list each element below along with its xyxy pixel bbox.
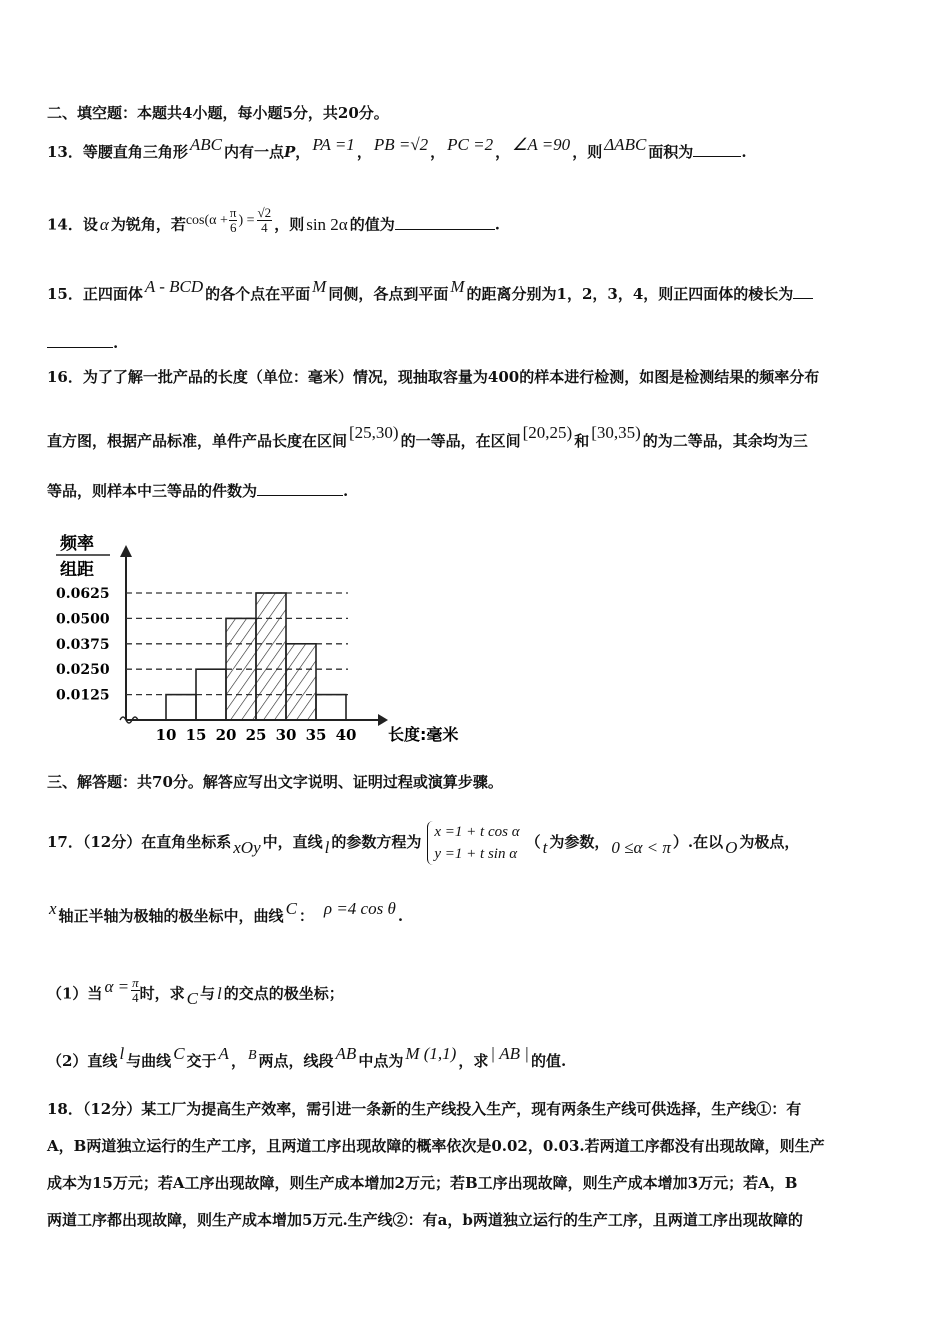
x-tick-label: 35 bbox=[305, 726, 327, 744]
math-pb: PB =√2 bbox=[373, 135, 429, 154]
q15-text: 正四面体 bbox=[82, 285, 143, 303]
histogram-bar bbox=[166, 695, 196, 720]
q15-text: 的距离分别为1，2，3，4，则正四面体的棱长为 bbox=[466, 285, 794, 303]
x-tick-label: 20 bbox=[215, 726, 237, 744]
q13-text: 内有一点 bbox=[224, 143, 285, 161]
math-interval: [25,30) bbox=[349, 423, 399, 442]
q17-text: 中，直线 bbox=[262, 833, 323, 851]
answer-blank bbox=[395, 215, 495, 230]
q14-text: 的值为 bbox=[349, 215, 395, 234]
math-segment-ab: AB bbox=[335, 1044, 357, 1063]
x-axis-label: 长度:毫米 bbox=[388, 725, 459, 744]
q16-text: 为了了解一批产品的长度（单位：毫米）情况，现抽取容量为400的样本进行检测，如图是检测结果的频率分布 bbox=[82, 368, 820, 386]
question-13 bbox=[47, 135, 747, 162]
math-tetrahedron: A - BCD bbox=[144, 277, 204, 296]
math-abc: ABC bbox=[189, 135, 222, 154]
question-number: 17． bbox=[47, 833, 83, 851]
q13-text: 等腰直角三角形 bbox=[82, 143, 188, 161]
q16-text: 和 bbox=[574, 432, 590, 450]
y-tick-label: 0.0500 bbox=[56, 611, 110, 628]
section-2-header: 二、填空题：本题共4小题，每小题5分，共20分。 bbox=[47, 104, 389, 122]
math-range: 0 ≤α < π bbox=[611, 838, 671, 857]
frequency-histogram bbox=[48, 525, 468, 747]
histogram-bar bbox=[286, 644, 316, 720]
math-line-l: l bbox=[324, 838, 330, 857]
math-curve-c: C bbox=[186, 988, 198, 1008]
q17-text: 轴正半轴为极轴的极坐标中，曲线 bbox=[58, 907, 284, 925]
q16-text: 的为二等品，其余均为三 bbox=[642, 432, 808, 450]
math-cos: cos(α + bbox=[185, 212, 228, 228]
question-15 bbox=[47, 277, 813, 304]
q17-text: ）.在以 bbox=[672, 833, 724, 851]
math-x: x bbox=[49, 899, 57, 918]
q13-text: 面积为 bbox=[648, 143, 694, 161]
q14-text: ，则 bbox=[274, 215, 305, 234]
q16-text: 直方图，根据产品标准，单件产品长度在区间 bbox=[47, 432, 348, 450]
x-tick-label: 40 bbox=[335, 726, 357, 744]
q17-part2-text: 的值. bbox=[530, 1052, 567, 1070]
q17-part2-text: 与曲线 bbox=[126, 1052, 172, 1070]
answer-blank bbox=[47, 333, 113, 348]
frac-num: π bbox=[132, 975, 139, 990]
math-xoy: xOy bbox=[233, 838, 261, 857]
math-point-b: B bbox=[247, 1048, 257, 1063]
param-eq-x: x =1 + t cos α bbox=[434, 824, 520, 840]
math-curve-c: C bbox=[173, 1044, 185, 1063]
x-tick-label: 25 bbox=[245, 726, 267, 744]
question-number: 13． bbox=[47, 143, 83, 161]
histogram-bar bbox=[316, 695, 346, 720]
histogram-bar bbox=[256, 593, 286, 720]
q13-text: ，则 bbox=[572, 143, 603, 161]
math-polar: ρ =4 cos θ bbox=[323, 899, 396, 918]
q17-text: ： bbox=[298, 907, 314, 925]
math-pc: PC =2 bbox=[447, 135, 494, 154]
math-sin: sin 2α bbox=[306, 214, 348, 234]
q17-part1-text: 的交点的极坐标； bbox=[223, 984, 344, 1003]
question-17-part2 bbox=[47, 1044, 567, 1073]
math-plane-m: M bbox=[450, 277, 465, 296]
math-interval: [20,25) bbox=[522, 423, 573, 442]
math-eq: ) = bbox=[238, 212, 255, 228]
q13-sep: ， bbox=[495, 143, 511, 161]
q14-text: 为锐角，若 bbox=[110, 215, 186, 234]
question-number: 16． bbox=[47, 368, 83, 386]
question-18-line4: 两道工序都出现故障，则生产成本增加5万元.生产线②：有a，b两道独立运行的生产工序，且两道工序出现故障的 bbox=[47, 1211, 803, 1229]
q17-part2-text: ， bbox=[230, 1052, 246, 1070]
q17-text: 为参数， bbox=[549, 833, 610, 851]
y-axis-arrow bbox=[120, 545, 132, 557]
question-16-line2 bbox=[47, 423, 808, 451]
math-abs-ab: | AB | bbox=[490, 1044, 529, 1063]
q14-end: . bbox=[494, 215, 500, 234]
question-18-line3: 成本为15万元；若A工序出现故障，则生产成本增加2万元；若B工序出现故障，则生产成本增加3万元；若A，B bbox=[47, 1174, 798, 1192]
math-point-a: A bbox=[218, 1044, 229, 1063]
question-number: 15． bbox=[47, 285, 83, 303]
q17-part2-text: 中点为 bbox=[358, 1052, 404, 1070]
x-tick-label: 30 bbox=[275, 726, 297, 744]
question-18-line1: 18．（12分）某工厂为提高生产效率，需引进一条新的生产线投入生产，现有两条生产线可供选择，生产线①：有 bbox=[47, 1100, 802, 1118]
math-alpha: α bbox=[99, 214, 109, 234]
q17-part2-text: （2）直线 bbox=[47, 1052, 118, 1070]
q15-text: 同侧，各点到平面 bbox=[328, 285, 449, 303]
y-tick-label: 0.0125 bbox=[56, 687, 110, 704]
q17-part1-text: 时，求 bbox=[139, 984, 185, 1003]
math-curve-c: C bbox=[285, 899, 297, 918]
y-label-top: 频率 bbox=[60, 534, 94, 554]
q17-text: 的参数方程为 bbox=[331, 833, 422, 851]
histogram-bar bbox=[226, 618, 256, 720]
x-tick-label: 15 bbox=[185, 726, 207, 744]
math-alpha: α = bbox=[104, 976, 130, 996]
question-16-line3 bbox=[47, 481, 348, 501]
q17-part1-text: （1）当 bbox=[47, 984, 103, 1003]
question-17-part1 bbox=[47, 975, 344, 1009]
question-17-line2 bbox=[47, 899, 404, 926]
y-label-bottom: 组距 bbox=[60, 560, 94, 580]
math-line-l: l bbox=[216, 983, 222, 1003]
q17-text: （12分）在直角坐标系 bbox=[82, 833, 232, 851]
q16-text: 等品，则样本中三等品的件数为 bbox=[47, 482, 258, 500]
q15-text: 的各个点在平面 bbox=[205, 285, 311, 303]
frac-num: π bbox=[229, 205, 237, 220]
q17-text: （ bbox=[525, 833, 541, 851]
question-number: 14． bbox=[47, 215, 83, 234]
question-15-cont bbox=[47, 333, 118, 353]
math-t: t bbox=[542, 838, 548, 857]
y-tick-label: 0.0375 bbox=[56, 636, 110, 653]
question-14 bbox=[47, 205, 500, 241]
q13-sep: ， bbox=[356, 143, 372, 161]
x-tick-label: 10 bbox=[155, 726, 177, 744]
y-tick-label: 0.0250 bbox=[56, 662, 110, 679]
frac-num: √2 bbox=[257, 205, 272, 220]
math-triangle: ΔABC bbox=[604, 135, 647, 154]
q16-end: . bbox=[343, 482, 349, 500]
answer-blank bbox=[257, 481, 343, 496]
q17-part2-text: 交于 bbox=[186, 1052, 217, 1070]
q15-end: . bbox=[113, 334, 119, 352]
q17-part1-text: 与 bbox=[199, 984, 215, 1003]
math-angle-a: ∠A =90 bbox=[512, 135, 571, 154]
section-3-header: 三、解答题：共70分。解答应写出文字说明、证明过程或演算步骤。 bbox=[47, 773, 503, 791]
frac-den: 6 bbox=[229, 220, 237, 235]
math-o: O bbox=[725, 838, 738, 857]
x-axis-arrow bbox=[378, 714, 388, 726]
q17-text: 为极点， bbox=[739, 833, 800, 851]
question-17 bbox=[47, 821, 799, 865]
y-tick-label: 0.0625 bbox=[56, 586, 110, 602]
math-pa: PA =1 bbox=[312, 135, 355, 154]
answer-blank bbox=[693, 142, 741, 157]
q14-text: 设 bbox=[82, 215, 98, 234]
answer-blank bbox=[793, 284, 813, 299]
frac-den: 4 bbox=[261, 220, 268, 235]
param-eq-y: y =1 + t sin α bbox=[434, 846, 518, 862]
question-18-line2: A，B两道独立运行的生产工序，且两道工序出现故障的概率依次是0.02，0.03.若两道工序都没有出现故障，则生产 bbox=[47, 1137, 825, 1155]
math-interval: [30,35) bbox=[591, 423, 641, 442]
frac-den: 4 bbox=[132, 990, 139, 1005]
math-midpoint-m: M (1,1) bbox=[405, 1044, 457, 1063]
math-line-l: l bbox=[119, 1044, 125, 1063]
q13-text: ， bbox=[295, 143, 311, 161]
q17-part2-text: 两点，线段 bbox=[258, 1052, 334, 1070]
q16-text: 的一等品，在区间 bbox=[400, 432, 521, 450]
q17-part2-text: ，求 bbox=[458, 1052, 489, 1070]
q17-text: . bbox=[397, 907, 404, 925]
q13-sep: ， bbox=[430, 143, 446, 161]
q13-end: . bbox=[741, 143, 747, 161]
point-p: P bbox=[284, 143, 296, 161]
math-plane-m: M bbox=[312, 277, 327, 296]
question-16 bbox=[47, 367, 819, 387]
